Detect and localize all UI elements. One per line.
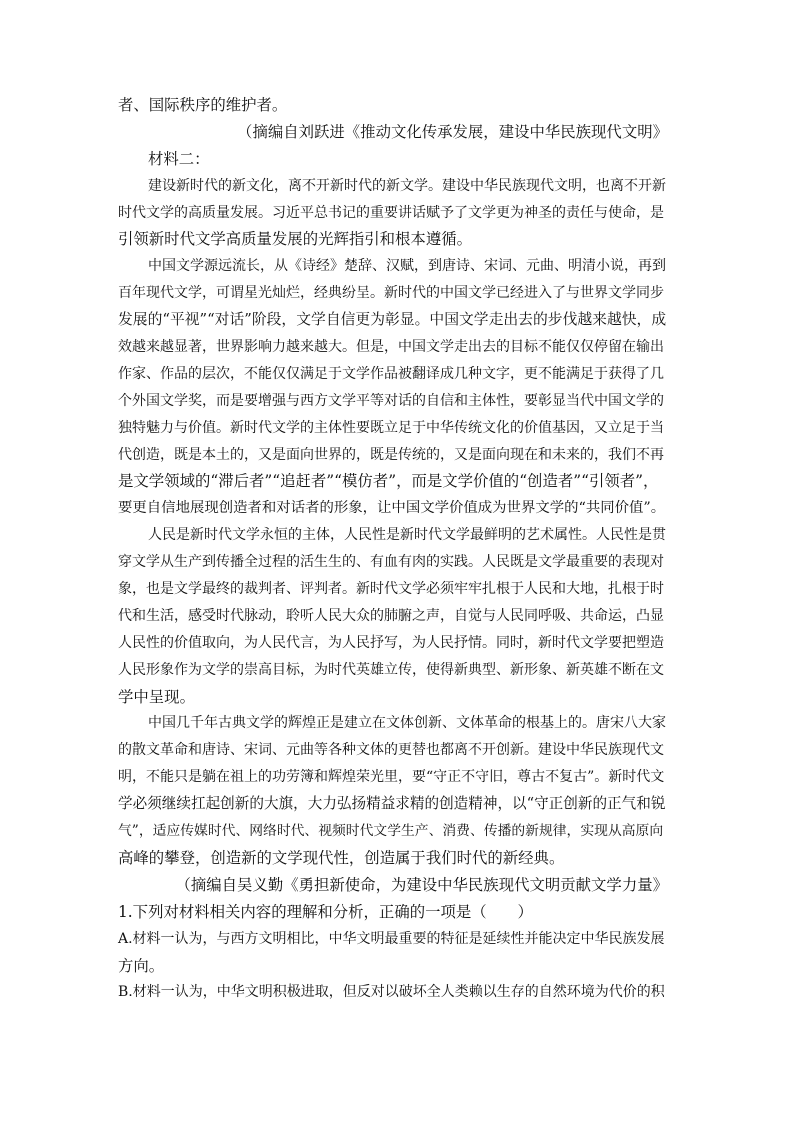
text-line: 独特魅力与价值。新时代文学的主体性要既立足于中华传统文化的价值基因，又立足于当 — [118, 419, 664, 436]
text-line: 人民性的价值取向，为人民代言，为人民抒写，为人民抒情。同时，新时代文学要把塑造 — [118, 634, 664, 651]
document-page — [118, 92, 668, 1006]
text-line: 穿文学从生产到传播全过程的活生生的、有血有肉的实践。人民既是文学最重要的表现对 — [118, 554, 664, 571]
text-line: 中国几千年古典文学的辉煌正是建立在文体创新、文体革命的根基上的。唐宋八大家 — [148, 715, 666, 732]
text-line: 学中呈现。 — [118, 687, 195, 706]
text-line: 作家、作品的层次，不能仅仅满足于文学作品被翻译成几种文字，更不能满足于获得了几 — [118, 365, 664, 382]
text-line: 气”，适应传媒时代、网络时代、视频时代文学生产、消费、传播的新规律，实现从高原向 — [118, 823, 664, 840]
option-a-continued: 方向。 — [118, 956, 165, 975]
text-line: 效越来越显著，世界影响力越来越大。但是，中国文学走出去的目标不能仅仅停留在输出 — [118, 339, 664, 356]
text-line: 个外国文学奖，而是要增强与西方文学平等对话的自信和主体性，要彰显当代中国文学的 — [118, 392, 664, 409]
text-line: 是文学领域的“滞后者”“追赶者”“模仿者”，而是文学价值的“创造者”“引领者”， — [118, 472, 659, 491]
text-line: 建设新时代的新文化，离不开新时代的新文学。建设中华民族现代文明，也离不开新 — [148, 177, 666, 194]
section-heading: 材料二： — [148, 149, 210, 168]
option-b: B.材料一认为，中华文明积极进取，但反对以破坏全人类赖以生存的自然环境为代价的积 — [118, 984, 665, 1001]
text-line: 人民形象作为文学的崇高目标，为时代英雄立传，使得新典型、新形象、新英雄不断在文 — [118, 661, 664, 678]
text-line: 象，也是文学最终的裁判者、评判者。新时代文学必须牢牢扎根于人民和大地，扎根于时 — [118, 581, 664, 598]
text-line: 高峰的攀登，创造新的文学现代性，创造属于我们时代的新经典。 — [118, 848, 565, 867]
text-line: 发展的“平视”“对话”阶段，文学自信更为彰显。中国文学走出去的步伐越来越快，成 — [118, 311, 667, 329]
text-line: 明，不能只是躺在祖上的功劳簿和辉煌荣光里，要“守正不守旧，尊古不复古”。新时代文 — [118, 769, 665, 786]
option-a: A.材料一认为，与西方文明相比，中华文明最重要的特征是延续性并能决定中华民族发展 — [118, 930, 665, 947]
source-citation: （摘编自刘跃进《推动文化传承发展，建设中华民族现代文明》 — [237, 122, 668, 141]
text-line: 学必须继续扛起创新的大旗，大力弘扬精益求精的创造精神，以“守正创新的正气和锐 — [118, 795, 666, 813]
text-line: 人民是新时代文学永恒的主体，人民性是新时代文学最鲜明的艺术属性。人民性是贯 — [148, 527, 666, 544]
text-line: 时代文学的高质量发展。习近平总书记的重要讲话赋予了文学更为神圣的责任与使命，是 — [118, 204, 664, 221]
text-line: 引领新时代文学高质量发展的光辉指引和根本遵循。 — [118, 230, 472, 249]
text-line: 百年现代文学，可谓星光灿烂，经典纷呈。新时代的中国文学已经进入了与世界文学同步 — [118, 285, 664, 302]
text-line: 中国文学源远流长，从《诗经》楚辞、汉赋，到唐诗、宋词、元曲、明清小说，再到 — [148, 258, 666, 275]
text-line: 代和生活，感受时代脉动，聆听人民大众的肺腑之声，自觉与人民同呼吸、共命运，凸显 — [118, 607, 664, 624]
text-line: 者、国际秩序的维护者。 — [118, 96, 288, 114]
text-line: 代创造，既是本土的，又是面向世界的，既是传统的，又是面向现在和未来的，我们不再 — [118, 446, 664, 463]
text-line: 要更自信地展现创造者和对话者的形象，让中国文学价值成为世界文学的“共同价值”。 — [118, 500, 666, 517]
question-stem: 1.下列对材料相关内容的理解和分析，正确的一项是（ ） — [118, 902, 533, 921]
source-citation: （摘编自吴义勤《勇担新使命，为建设中华民族现代文明贡献文学力量》 — [175, 875, 668, 894]
text-line: 的散文革命和唐诗、宋词、元曲等各种文体的更替也都离不开创新。建设中华民族现代文 — [118, 742, 664, 759]
